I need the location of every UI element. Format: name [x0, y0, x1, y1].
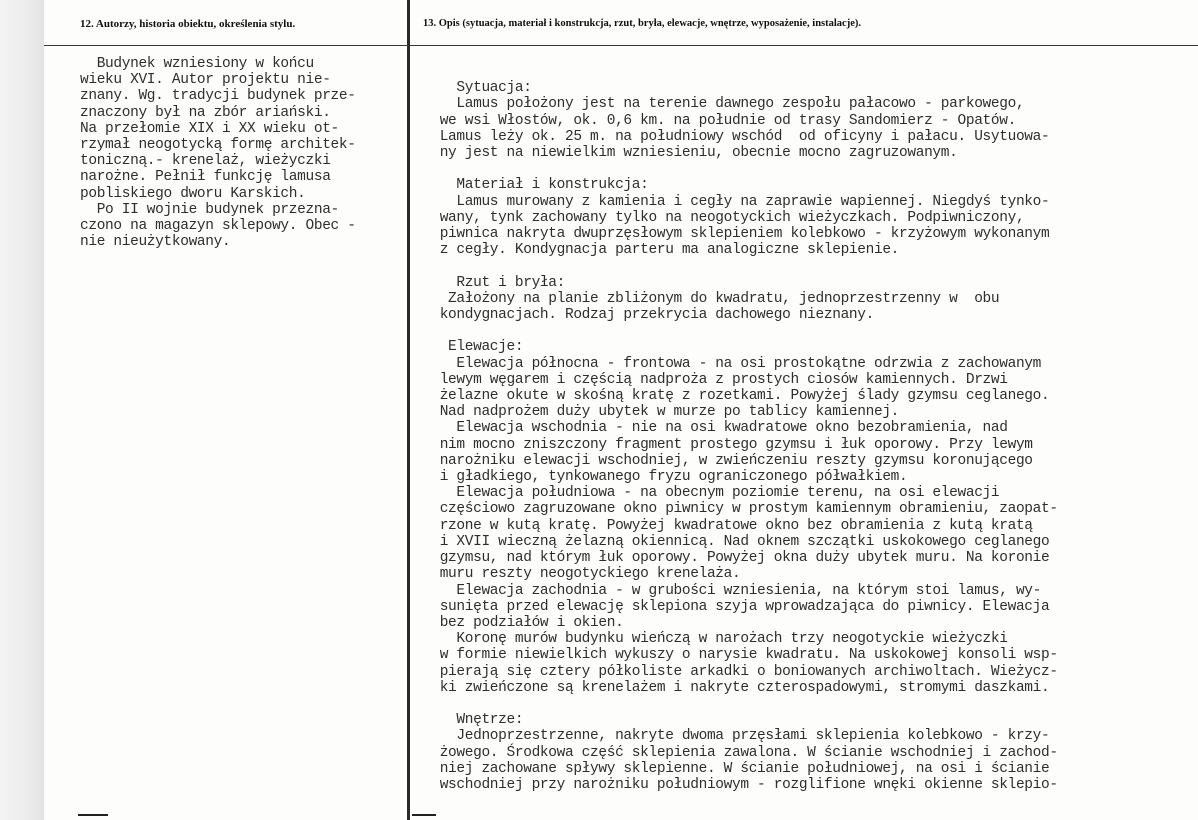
page-margin-strip: [0, 0, 44, 820]
typed-line: z cegły. Kondygnacja parteru ma analogiczne sklepienie.: [423, 242, 900, 259]
typed-line: Koronę murów budynku wieńczą w narożach trzy neogotyckie wieżyczki: [423, 631, 1008, 648]
typed-line: muru reszty neogotyckiego krenelaża.: [423, 566, 741, 583]
typed-line: Materiał i konstrukcja:: [423, 177, 649, 194]
typed-line: Wnętrze:: [423, 712, 524, 729]
typed-line: Elewacje:: [423, 339, 524, 356]
typed-line: ny jest na niewielkim wzniesieniu, obecnie mocno zagruzowanym.: [423, 145, 958, 162]
section-13-body: [423, 64, 1058, 793]
typed-line: pobliskiego dworu Karskich.: [80, 185, 306, 202]
typed-line: Elewacja południowa - na obecnym poziomie terenu, na osi elewacji: [423, 485, 1000, 502]
section-12-heading: 12. Autorzy, historia obiektu, określenia stylu.: [80, 18, 296, 30]
typed-line: bez podziałów i okien.: [423, 614, 624, 631]
typed-line: Po II wojnie budynek przezna-: [80, 201, 339, 218]
typed-line: Budynek wzniesiony w końcu: [80, 56, 314, 72]
typed-line: w formie niewielkich wykuszy o narysie kwadratu. Na uskokowej konsoli wsp-: [423, 647, 1058, 664]
typed-line: Założony na planie zbliżonym do kwadratu, jednoprzestrzenny w obu: [423, 290, 1000, 307]
typed-line: Lamus położony jest na terenie dawnego zespołu pałacowo - parkowego,: [423, 96, 1025, 113]
typed-line: toniczną.- krenelaż, wieżyczki: [80, 153, 331, 170]
typed-line: nim mocno zniszczony fragment prostego gzymsu i łuk oporowy. Przy lewym: [423, 436, 1033, 453]
typed-line: sunięta przed elewację sklepiona szyja wprowadzająca do piwnicy. Elewacja: [423, 598, 1050, 615]
typed-line: we wsi Włostów, ok. 0,6 km. na południe od trasy Sandomierz - Opatów.: [423, 112, 1016, 129]
typed-line: żelazne okute w skośną kratę z rozetkami. Powyżej ślady gzymsu ceglanego.: [423, 388, 1050, 405]
typed-line: Na przełomie XIX i XX wieku ot-: [80, 120, 339, 137]
typed-line: żowego. Środkowa część sklepienia zawalona. W ścianie wschodniej i zachod-: [423, 744, 1058, 761]
typed-line: wany, tynk zachowany tylko na neogotyckich wieżyczkach. Podpiwniczony,: [423, 209, 1025, 226]
typed-line: i gładkiego, tynkowanego fryzu ograniczonego półwałkiem.: [423, 469, 908, 486]
typed-line: częściowo zagruzowane okno piwnicy w prostym kamiennym obramieniu, zaopat-: [423, 501, 1058, 518]
typed-line: Elewacja wschodnia - nie na osi kwadratowe okno bezobramienia, nad: [423, 420, 1008, 437]
typed-line: piwnica nakryta dwuprzęsłowym sklepieniem kolebkowo - krzyżowym wykonanym: [423, 226, 1050, 243]
typed-line: Nad nadprożem duży ubytek w murze po tablicy kamiennej.: [423, 404, 900, 421]
typed-line: ki zwieńczone są krenelażem i nakryte czterospadowymi, stromymi daszkami.: [423, 679, 1050, 696]
left-bottom-mark: [78, 814, 108, 816]
typed-line: wieku XVI. Autor projektu nie-: [80, 72, 331, 89]
typed-line: lewym węgarem i częścią nadproża z prostych ciosów kamiennych. Drzwi: [423, 371, 1008, 388]
typed-line: niej zachowane spływy sklepienne. W ścianie południowej, na osi i ścianie: [423, 760, 1050, 777]
typed-line: narożniku elewacji wschodniej, w zwieńczeniu reszty gzymsu koronującego: [423, 452, 1033, 469]
typed-line: gzymsu, nad którym łuk oporowy. Powyżej okna duży ubytek muru. Na koronie: [423, 550, 1050, 567]
typed-line: czono na magazyn sklepowy. Obec -: [80, 218, 356, 235]
column-divider: [407, 0, 410, 820]
typed-line: znany. Wg. tradycji budynek prze-: [80, 88, 356, 105]
section-12-body: [80, 56, 356, 250]
left-header-rule: [44, 45, 408, 46]
typed-line: wschodniej przy narożniku południowym - rozglifione wnęki okienne sklepio-: [423, 776, 1058, 793]
typed-line: Jednoprzestrzenne, nakryte dwoma przęsłami sklepienia kolebkowo - krzy-: [423, 728, 1050, 745]
typed-line: Elewacja zachodnia - w grubości wzniesienia, na którym stoi lamus, wy-: [423, 582, 1042, 599]
typed-line: i XVII wieczną żelazną okiennicą. Nad oknem szczątki uskokowego ceglanego: [423, 533, 1050, 550]
typed-line: rzone w kutą kratę. Powyżej kwadratowe okno bez obramienia z kutą kratą: [423, 517, 1033, 534]
right-header-rule: [410, 45, 1198, 46]
typed-line: Sytuacja:: [423, 80, 532, 97]
right-bottom-mark: [412, 814, 436, 816]
typed-line: pierają się cztery półkoliste arkadki o boniowanych archiwoltach. Wieżycz-: [423, 663, 1058, 680]
typed-line: rzymał neogotycką formę architek-: [80, 137, 356, 154]
typed-line: Lamus murowany z kamienia i cegły na zaprawie wapiennej. Niegdyś tynko-: [423, 193, 1050, 210]
typed-line: Rzut i bryła:: [423, 274, 565, 291]
typed-line: Lamus leży ok. 25 m. na południowy wschód od oficyny i pałacu. Usytuowa-: [423, 128, 1050, 145]
section-13-heading: 13. Opis (sytuacja, materiał i konstrukcja, rzut, bryła, elewacje, wnętrze, wyposażenie, instalacje).: [423, 18, 862, 29]
typed-line: znaczony był na zbór ariański.: [80, 104, 331, 121]
typed-line: narożne. Pełnił funkcję lamusa: [80, 169, 331, 186]
typed-line: nie nieużytkowany.: [80, 234, 231, 251]
typed-line: Elewacja północna - frontowa - na osi prostokątne odrzwia z zachowanym: [423, 355, 1042, 372]
typed-line: kondygnacjach. Rodzaj przekrycia dachowego nieznany.: [423, 307, 874, 324]
